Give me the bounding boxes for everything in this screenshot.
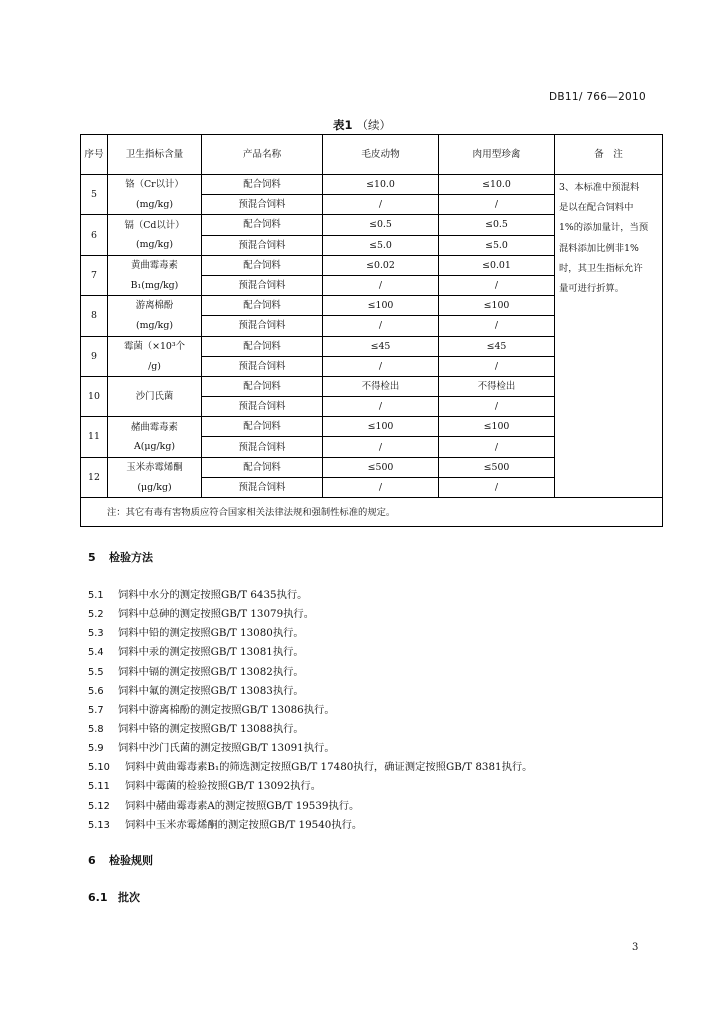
product-name: 配合饲料 [202, 336, 323, 356]
poultry-value: ≤10.0 [439, 175, 555, 195]
fur-value: ≤0.5 [323, 215, 439, 235]
fur-value: / [323, 195, 439, 215]
item-text: 饲料中总砷的测定按照GB/T 13079执行。 [118, 608, 315, 621]
remark-line: 是以在配合饲料中 [559, 202, 634, 214]
fur-value: / [323, 477, 439, 497]
item-number: 5.2 [88, 609, 104, 621]
product-name: 配合饲料 [202, 417, 323, 437]
list-item [88, 605, 532, 624]
hygiene-indicator-table [80, 134, 663, 527]
poultry-value: ≤0.5 [439, 215, 555, 235]
poultry-value: ≤100 [439, 417, 555, 437]
item-number: 5.9 [88, 743, 104, 755]
product-name: 配合饲料 [202, 457, 323, 477]
poultry-value: ≤45 [439, 336, 555, 356]
indicator-unit: (mg/kg) [108, 195, 202, 215]
product-name: 配合饲料 [202, 296, 323, 316]
fur-value: / [323, 356, 439, 376]
indicator-unit: (mg/kg) [108, 235, 202, 255]
item-text: 饲料中镉的测定按照GB/T 13082执行。 [118, 665, 304, 678]
item-number: 5.8 [88, 723, 104, 735]
section-title: 检验方法 [109, 551, 153, 564]
item-text: 饲料中玉米赤霉烯酮的测定按照GB/T 19540执行。 [125, 818, 363, 831]
poultry-value: ≤500 [439, 457, 555, 477]
section-number: 5 [88, 551, 96, 564]
remark-line: 1%的添加量计，当预 [559, 222, 649, 234]
list-item [88, 816, 532, 835]
fur-value: ≤100 [323, 296, 439, 316]
poultry-value: / [439, 397, 555, 417]
item-text: 饲料中水分的测定按照GB/T 6435执行。 [118, 589, 308, 601]
row-number: 11 [81, 417, 108, 457]
row-number: 5 [81, 175, 108, 215]
product-name: 预混合饲料 [202, 195, 323, 215]
fur-value: ≤10.0 [323, 175, 439, 195]
list-item [88, 797, 532, 816]
remark-line: 3、本标准中预混料 [559, 182, 640, 193]
product-name: 预混合饲料 [202, 275, 323, 295]
item-text: 饲料中氟的测定按照GB/T 13083执行。 [118, 684, 304, 697]
product-name: 预混合饲料 [202, 477, 323, 497]
document-number: DB11/ 766—2010 [549, 91, 646, 103]
section-title: 检验规则 [109, 854, 153, 867]
item-number: 5.12 [88, 800, 110, 812]
item-text: 饲料中铅的测定按照GB/T 13080执行。 [118, 627, 304, 640]
item-text: 饲料中游离棉酚的测定按照GB/T 13086执行。 [118, 703, 335, 716]
row-number: 8 [81, 296, 108, 336]
row-number: 6 [81, 215, 108, 255]
product-name: 配合饲料 [202, 376, 323, 396]
indicator-name: 铬（Cr以计） [108, 175, 202, 195]
row-number: 12 [81, 457, 108, 497]
item-number: 5.4 [88, 647, 104, 659]
fur-value: ≤0.02 [323, 255, 439, 275]
item-text: 饲料中铬的测定按照GB/T 13088执行。 [118, 722, 304, 735]
item-number: 5.13 [88, 819, 110, 831]
poultry-value: ≤5.0 [439, 235, 555, 255]
table-note-row [81, 498, 663, 527]
item-number: 5.7 [88, 704, 104, 716]
indicator-name: 赭曲霉毒素 [108, 417, 202, 437]
product-name: 预混合饲料 [202, 235, 323, 255]
fur-value: ≤100 [323, 417, 439, 437]
item-number: 5.1 [88, 590, 104, 601]
indicator-name: 沙门氏菌 [108, 376, 202, 416]
remark-line: 量可进行折算。 [559, 283, 625, 295]
product-name: 配合饲料 [202, 215, 323, 235]
product-name: 配合饲料 [202, 255, 323, 275]
product-name: 预混合饲料 [202, 316, 323, 336]
fur-value: / [323, 437, 439, 457]
indicator-name: 镉（Cd以计） [108, 215, 202, 235]
fur-value: ≤5.0 [323, 235, 439, 255]
list-item [88, 758, 532, 777]
fur-value: / [323, 275, 439, 295]
poultry-value: / [439, 195, 555, 215]
indicator-name: 黄曲霉毒素 [108, 255, 202, 275]
table-title [0, 117, 724, 133]
item-text: 饲料中霉菌的检验按照GB/T 13092执行。 [125, 780, 322, 793]
page-number: 3 [632, 942, 639, 953]
item-text: 饲料中赭曲霉毒素A的测定按照GB/T 19539执行。 [125, 799, 360, 812]
list-item [88, 643, 532, 662]
item-text: 饲料中黄曲霉毒素B₁的筛选测定按照GB/T 17480执行，确证测定按照GB/T 8381执行。 [125, 761, 533, 774]
poultry-value: / [439, 316, 555, 336]
indicator-unit: B₁(mg/kg) [108, 275, 202, 295]
remark-line: 混料添加比例非1% [559, 242, 639, 254]
indicator-unit: (mg/kg) [108, 316, 202, 336]
poultry-value: ≤100 [439, 296, 555, 316]
indicator-unit: (μg/kg) [108, 477, 202, 497]
list-item [88, 682, 532, 701]
table-note: 注：其它有毒有害物质应符合国家相关法律法规和强制性标准的规定。 [81, 498, 663, 527]
item-number: 5.3 [88, 628, 104, 640]
section-number: 6.1 [88, 891, 108, 904]
row-number: 10 [81, 376, 108, 416]
list-item [88, 624, 532, 643]
table-title-suffix: （续） [356, 118, 392, 132]
poultry-value: ≤0.01 [439, 255, 555, 275]
item-number: 5.6 [88, 685, 104, 697]
list-item [88, 701, 532, 720]
list-item [88, 739, 532, 758]
column-header-seq: 序号 [81, 135, 108, 175]
remark-cell [555, 175, 663, 498]
indicator-unit: A(μg/kg) [108, 437, 202, 457]
fur-value: ≤45 [323, 336, 439, 356]
product-name: 预混合饲料 [202, 397, 323, 417]
table-header-row [81, 135, 663, 175]
row-number: 7 [81, 255, 108, 295]
list-item [88, 586, 532, 605]
subsection-heading-6-1 [88, 889, 140, 905]
item-text: 饲料中沙门氏菌的测定按照GB/T 13091执行。 [118, 742, 335, 755]
poultry-value: / [439, 477, 555, 497]
column-header-indicator: 卫生指标含量 [108, 135, 202, 175]
poultry-value: / [439, 437, 555, 457]
section-heading-5 [88, 549, 153, 565]
list-item [88, 777, 532, 796]
item-number: 5.11 [88, 781, 110, 793]
poultry-value: 不得检出 [439, 376, 555, 396]
column-header-product: 产品名称 [202, 135, 323, 175]
product-name: 配合饲料 [202, 175, 323, 195]
column-header-remark: 备 注 [555, 135, 663, 175]
indicator-name: 霉菌（×10³个 [108, 336, 202, 356]
fur-value: / [323, 397, 439, 417]
table-title-label: 表1 [332, 118, 353, 132]
fur-value: / [323, 316, 439, 336]
item-number: 5.5 [88, 666, 104, 678]
row-number: 9 [81, 336, 108, 376]
poultry-value: / [439, 356, 555, 376]
column-header-fur-animals: 毛皮动物 [323, 135, 439, 175]
fur-value: ≤500 [323, 457, 439, 477]
section-number: 6 [88, 854, 96, 867]
table-row [81, 175, 663, 195]
poultry-value: / [439, 275, 555, 295]
list-item [88, 663, 532, 682]
product-name: 预混合饲料 [202, 437, 323, 457]
item-number: 5.10 [88, 762, 110, 774]
indicator-name: 玉米赤霉烯酮 [108, 457, 202, 477]
section-heading-6 [88, 852, 153, 868]
indicator-name: 游离棉酚 [108, 296, 202, 316]
remark-line: 时，其卫生指标允许 [559, 262, 643, 274]
list-item [88, 720, 532, 739]
column-header-meat-poultry: 肉用型珍禽 [439, 135, 555, 175]
section-title: 批次 [118, 891, 140, 904]
test-method-list [88, 586, 532, 835]
item-text: 饲料中汞的测定按照GB/T 13081执行。 [118, 646, 304, 659]
product-name: 预混合饲料 [202, 356, 323, 376]
fur-value: 不得检出 [323, 376, 439, 396]
indicator-unit: /g) [108, 356, 202, 376]
